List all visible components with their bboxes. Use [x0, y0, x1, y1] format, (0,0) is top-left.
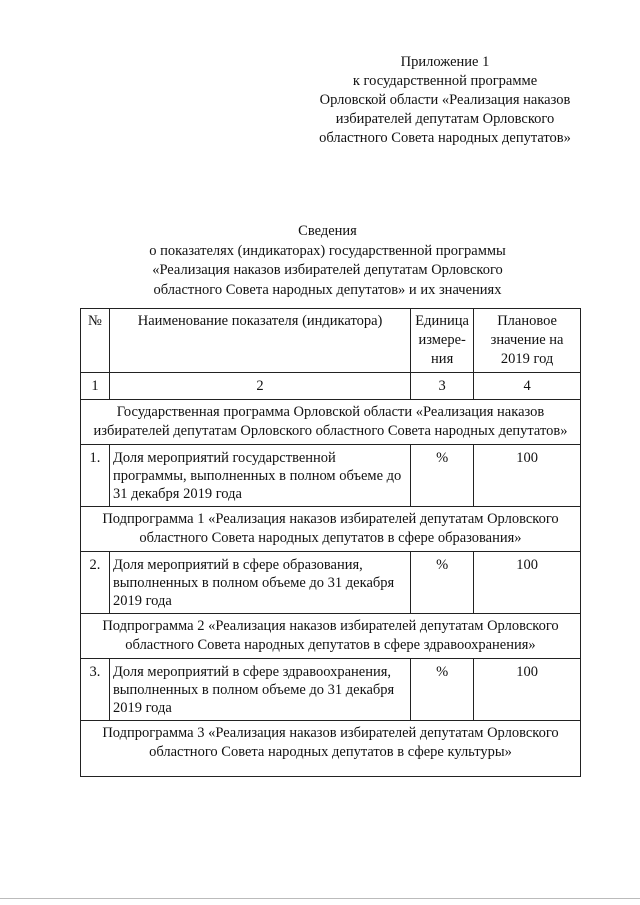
- title-line: Сведения: [298, 223, 357, 239]
- indicator-name: Доля мероприятий государственной программы, выполненных в полном объеме до 31 декабря 2019 года: [109, 445, 410, 507]
- document-title: [90, 222, 565, 300]
- section-row: [81, 400, 581, 445]
- header-line: Орловской области «Реализация наказов: [319, 92, 571, 108]
- section-title: Подпрограмма 2 «Реализация наказов избирателей депутатам Орловского областного Совета народных депутатов в сфере здравоохранения»: [81, 614, 581, 659]
- indicator-unit: %: [411, 445, 474, 507]
- column-index: 3: [411, 373, 474, 400]
- header-plan: Плановое значение на 2019 год: [474, 309, 581, 373]
- header-name: Наименование показателя (индикатора): [109, 309, 410, 373]
- section-title: Подпрограмма 3 «Реализация наказов избирателей депутатам Орловского областного Совета народных депутатов в сфере культуры»: [81, 721, 581, 777]
- header-num: №: [81, 309, 110, 373]
- indicator-unit: %: [411, 552, 474, 614]
- appendix-header: [300, 53, 590, 148]
- header-unit: Единица измере-ния: [411, 309, 474, 373]
- indicator-num: 2.: [81, 552, 110, 614]
- title-line: «Реализация наказов избирателей депутатам Орловского: [152, 262, 503, 278]
- indicator-plan: 100: [474, 659, 581, 721]
- title-line: областного Совета народных депутатов» и их значениях: [153, 281, 502, 298]
- table-row: [81, 445, 581, 507]
- section-title: Подпрограмма 1 «Реализация наказов избирателей депутатам Орловского областного Совета народных депутатов в сфере образования»: [81, 507, 581, 552]
- indicator-num: 3.: [81, 659, 110, 721]
- indicator-plan: 100: [474, 445, 581, 507]
- section-row: [81, 721, 581, 777]
- title-line: о показателях (индикаторах) государственной программы: [149, 242, 506, 259]
- header-line: областного Совета народных депутатов»: [319, 130, 571, 146]
- indicator-unit: %: [411, 659, 474, 721]
- table-row: [81, 552, 581, 614]
- column-index: 1: [81, 373, 110, 400]
- table-row: [81, 659, 581, 721]
- indicator-name: Доля мероприятий в сфере образования, выполненных в полном объеме до 31 декабря 2019 года: [109, 552, 410, 614]
- header-line: избирателей депутатам Орловского: [335, 111, 555, 127]
- indicator-plan: 100: [474, 552, 581, 614]
- column-index: 2: [109, 373, 410, 400]
- indicators-table: [80, 308, 581, 777]
- header-line: Приложение 1: [400, 54, 490, 70]
- page-edge-divider: [0, 898, 640, 899]
- table-header-row: [81, 309, 581, 373]
- header-line: к государственной программе: [352, 73, 538, 89]
- section-row: [81, 507, 581, 552]
- indicator-num: 1.: [81, 445, 110, 507]
- indicator-name: Доля мероприятий в сфере здравоохранения, выполненных в полном объеме до 31 декабря 2019 года: [109, 659, 410, 721]
- column-index-row: [81, 373, 581, 400]
- section-title: Государственная программа Орловской области «Реализация наказов избирателей депутатам Орловского областного Совета народных депутатов»: [81, 400, 581, 445]
- column-index: 4: [474, 373, 581, 400]
- section-row: [81, 614, 581, 659]
